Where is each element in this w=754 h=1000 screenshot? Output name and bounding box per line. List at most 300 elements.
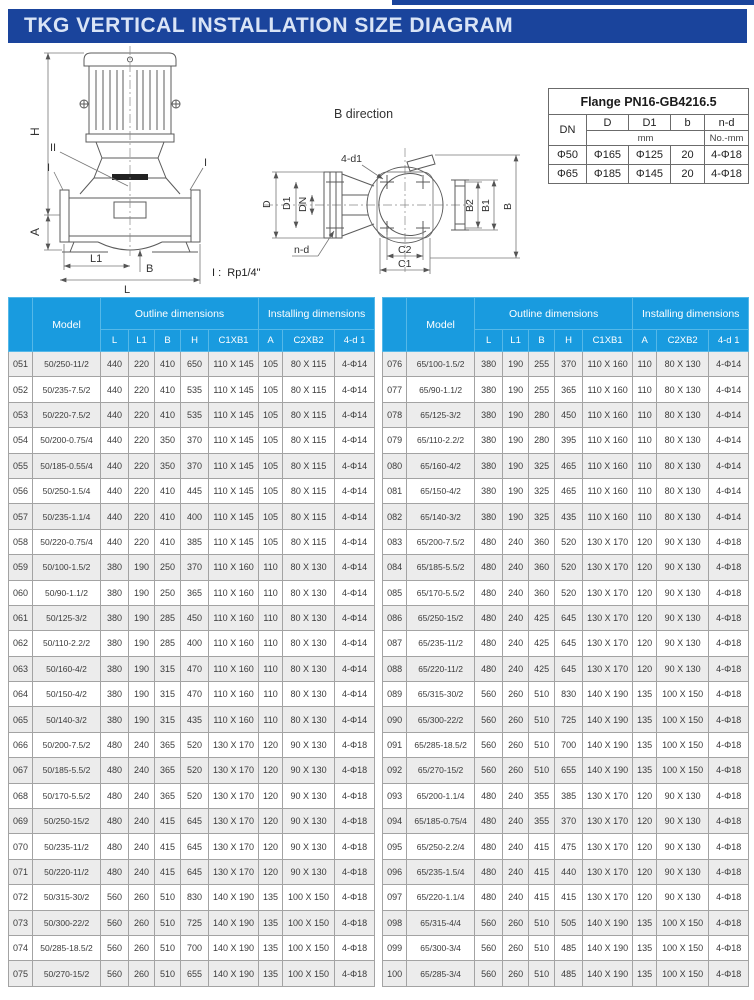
value-cell: 380 [475, 428, 503, 453]
value-cell: 400 [181, 631, 209, 656]
value-cell: 80 X 130 [283, 555, 335, 580]
flange-col-d1: D1 [629, 115, 671, 131]
port-label-i-left: I [47, 162, 51, 174]
value-cell: 4-Φ18 [709, 834, 749, 859]
row-no-cell: 089 [383, 682, 407, 707]
flange-spec-table [548, 88, 749, 184]
value-cell: 520 [181, 783, 209, 808]
left-table-body [9, 352, 375, 987]
value-cell: 120 [633, 631, 657, 656]
value-cell: 4-Φ18 [335, 834, 375, 859]
value-cell: 560 [101, 935, 129, 960]
table-row [383, 758, 749, 783]
value-cell: 370 [181, 555, 209, 580]
model-cell: 50/200-7.5/2 [33, 732, 101, 757]
value-cell: 360 [529, 555, 555, 580]
row-no-cell: 088 [383, 656, 407, 681]
col-a: A [633, 330, 657, 352]
value-cell: 645 [181, 834, 209, 859]
value-cell: 425 [529, 631, 555, 656]
value-cell: 440 [101, 478, 129, 503]
value-cell: 140 X 190 [209, 961, 259, 986]
value-cell: 315 [155, 682, 181, 707]
value-cell: 130 X 170 [583, 631, 633, 656]
value-cell: 4-Φ14 [335, 529, 375, 554]
value-cell: 4-Φ18 [709, 758, 749, 783]
table-row [9, 529, 375, 554]
table-row [383, 580, 749, 605]
model-cell: 50/220-7.5/2 [33, 402, 101, 427]
model-cell: 65/200-1.1/4 [407, 783, 475, 808]
value-cell: 110 X 145 [209, 504, 259, 529]
row-no-cell: 098 [383, 910, 407, 935]
value-cell: 410 [155, 377, 181, 402]
model-cell: 50/90-1.1/2 [33, 580, 101, 605]
value-cell: 90 X 130 [283, 732, 335, 757]
value-cell: 80 X 115 [283, 428, 335, 453]
table-row [9, 758, 375, 783]
table-row [9, 631, 375, 656]
value-cell: 110 X 145 [209, 428, 259, 453]
col-4d1: 4-d 1 [709, 330, 749, 352]
value-cell: 380 [101, 656, 129, 681]
value-cell: 380 [101, 580, 129, 605]
value-cell: 240 [503, 605, 529, 630]
value-cell: 410 [155, 478, 181, 503]
value-cell: 105 [259, 529, 283, 554]
value-cell: 4-Φ14 [709, 504, 749, 529]
value-cell: 110 [259, 682, 283, 707]
table-row [9, 809, 375, 834]
value-cell: 4-Φ14 [709, 352, 749, 377]
value-cell: 280 [529, 402, 555, 427]
value-cell: 130 X 170 [583, 605, 633, 630]
value-cell: 4-Φ18 [335, 935, 375, 960]
value-cell: 4-Φ14 [709, 428, 749, 453]
value-cell: 190 [129, 682, 155, 707]
value-cell: 480 [475, 555, 503, 580]
value-cell: 240 [129, 758, 155, 783]
model-cell: 50/200-0.75/4 [33, 428, 101, 453]
table-row [383, 428, 749, 453]
table-row [383, 529, 749, 554]
value-cell: 90 X 130 [657, 529, 709, 554]
model-cell: 50/125-3/2 [33, 605, 101, 630]
value-cell: 510 [155, 885, 181, 910]
value-cell: 130 X 170 [583, 809, 633, 834]
dim-label-l1: L1 [90, 253, 103, 265]
table-row [549, 146, 749, 165]
model-cell: 50/170-5.5/2 [33, 783, 101, 808]
value-cell: 90 X 130 [657, 656, 709, 681]
model-cell: 50/235-11/2 [33, 834, 101, 859]
value-cell: 465 [555, 453, 583, 478]
value-cell: 480 [101, 758, 129, 783]
col-l1: L1 [129, 330, 155, 352]
table-row [383, 935, 749, 960]
value-cell: 560 [475, 732, 503, 757]
value-cell: 240 [503, 809, 529, 834]
model-cell: 65/200-7.5/2 [407, 529, 475, 554]
value-cell: 110 X 160 [583, 478, 633, 503]
dim-label-b1: B1 [480, 199, 492, 212]
row-no-cell: 076 [383, 352, 407, 377]
value-cell: 80 X 130 [283, 631, 335, 656]
model-cell: 65/270-15/2 [407, 758, 475, 783]
table-row [9, 707, 375, 732]
value-cell: 650 [181, 352, 209, 377]
value-cell: 415 [529, 834, 555, 859]
value-cell: 4-Φ18 [709, 783, 749, 808]
value-cell: 450 [181, 605, 209, 630]
table-row [9, 478, 375, 503]
row-no-cell: 086 [383, 605, 407, 630]
row-no-cell: 054 [9, 428, 33, 453]
value-cell: 380 [101, 682, 129, 707]
dim-label-c2: C2 [398, 244, 412, 256]
value-cell: 130 X 170 [209, 758, 259, 783]
value-cell: 105 [259, 504, 283, 529]
value-cell: 4-Φ18 [335, 885, 375, 910]
row-no-cell: 094 [383, 809, 407, 834]
value-cell: 110 X 160 [209, 682, 259, 707]
table-row [383, 834, 749, 859]
table-row [9, 961, 375, 986]
value-cell: 285 [155, 631, 181, 656]
value-cell: 100 X 150 [657, 910, 709, 935]
value-cell: 415 [155, 809, 181, 834]
model-cell: 50/220-11/2 [33, 859, 101, 884]
value-cell: 110 X 160 [209, 555, 259, 580]
value-cell: 410 [155, 352, 181, 377]
model-cell: 65/315-30/2 [407, 682, 475, 707]
value-cell: 90 X 130 [657, 783, 709, 808]
table-row [383, 783, 749, 808]
value-cell: 120 [633, 555, 657, 580]
row-no-cell: 082 [383, 504, 407, 529]
value-cell: 255 [529, 377, 555, 402]
table-row [383, 707, 749, 732]
value-cell: 4-Φ14 [335, 377, 375, 402]
value-cell: 4-Φ18 [709, 961, 749, 986]
value-cell: 120 [259, 783, 283, 808]
model-cell: 65/90-1.1/2 [407, 377, 475, 402]
model-cell: 65/140-3/2 [407, 504, 475, 529]
value-cell: 190 [503, 504, 529, 529]
value-cell: 325 [529, 504, 555, 529]
value-cell: 4-Φ18 [709, 631, 749, 656]
value-cell: 395 [555, 428, 583, 453]
value-cell: 80 X 130 [657, 504, 709, 529]
value-cell: 110 X 160 [209, 656, 259, 681]
value-cell: 415 [155, 834, 181, 859]
value-cell: 380 [475, 478, 503, 503]
value-cell: 135 [259, 935, 283, 960]
value-cell: 100 X 150 [283, 910, 335, 935]
nd-note-label: n-d [294, 244, 310, 256]
row-no-cell: 053 [9, 402, 33, 427]
value-cell: 110 [259, 707, 283, 732]
value-cell: 130 X 170 [583, 529, 633, 554]
value-cell: 325 [529, 453, 555, 478]
row-no-cell: 084 [383, 555, 407, 580]
value-cell: 110 X 160 [209, 580, 259, 605]
model-cell: 65/185-5.5/2 [407, 555, 475, 580]
value-cell: 470 [181, 682, 209, 707]
row-no-cell: 063 [9, 656, 33, 681]
model-cell: 65/150-4/2 [407, 478, 475, 503]
value-cell: 120 [633, 529, 657, 554]
value-cell: 80 X 130 [283, 605, 335, 630]
table-row [9, 580, 375, 605]
value-cell: 90 X 130 [283, 783, 335, 808]
value-cell: 510 [529, 732, 555, 757]
row-no-cell: 052 [9, 377, 33, 402]
value-cell: 4-Φ18 [709, 859, 749, 884]
value-cell: 140 X 190 [583, 910, 633, 935]
value-cell: 120 [633, 605, 657, 630]
value-cell: 90 X 130 [283, 758, 335, 783]
value-cell: 4-Φ14 [709, 453, 749, 478]
row-no-cell: Φ65 [549, 165, 587, 184]
value-cell: 560 [101, 885, 129, 910]
model-cell: 65/100-1.5/2 [407, 352, 475, 377]
col-c2xb2: C2XB2 [283, 330, 335, 352]
value-cell: 520 [181, 758, 209, 783]
value-cell: 4-Φ14 [335, 428, 375, 453]
value-cell: 260 [129, 935, 155, 960]
value-cell: 380 [475, 377, 503, 402]
value-cell: 80 X 115 [283, 504, 335, 529]
value-cell: 380 [475, 453, 503, 478]
row-no-cell: 092 [383, 758, 407, 783]
table-row [383, 352, 749, 377]
col-l1: L1 [503, 330, 529, 352]
value-cell: 535 [181, 377, 209, 402]
row-no-cell: 096 [383, 859, 407, 884]
value-cell: 510 [155, 935, 181, 960]
model-cell: 65/220-1.1/4 [407, 885, 475, 910]
value-cell: 410 [155, 402, 181, 427]
value-cell: 4-Φ14 [335, 555, 375, 580]
flange-col-nd: n-d [705, 115, 749, 131]
value-cell: 80 X 130 [283, 707, 335, 732]
model-cell: 50/150-4/2 [33, 682, 101, 707]
value-cell: 240 [503, 859, 529, 884]
value-cell: 440 [101, 402, 129, 427]
row-no-cell: 099 [383, 935, 407, 960]
value-cell: 435 [181, 707, 209, 732]
value-cell: 110 [633, 453, 657, 478]
value-cell: 4-Φ14 [335, 631, 375, 656]
value-cell: 140 X 190 [583, 935, 633, 960]
row-no-cell: 085 [383, 580, 407, 605]
value-cell: 220 [129, 529, 155, 554]
value-cell: 365 [181, 580, 209, 605]
col-h: H [555, 330, 583, 352]
value-cell: 80 X 130 [657, 352, 709, 377]
value-cell: 4-Φ14 [335, 605, 375, 630]
flange-col-dn: DN [549, 115, 587, 146]
model-cell: 50/160-4/2 [33, 656, 101, 681]
value-cell: 655 [555, 758, 583, 783]
value-cell: 360 [529, 529, 555, 554]
value-cell: 480 [101, 834, 129, 859]
value-cell: 130 X 170 [209, 783, 259, 808]
value-cell: 240 [503, 555, 529, 580]
value-cell: 20 [671, 146, 705, 165]
value-cell: 140 X 190 [583, 961, 633, 986]
value-cell: 4-Φ18 [709, 885, 749, 910]
value-cell: 315 [155, 707, 181, 732]
value-cell: 140 X 190 [209, 885, 259, 910]
value-cell: 140 X 190 [209, 910, 259, 935]
value-cell: 510 [529, 910, 555, 935]
col-c1xb1: C1XB1 [209, 330, 259, 352]
value-cell: 135 [633, 935, 657, 960]
value-cell: 110 [259, 631, 283, 656]
value-cell: 110 [633, 352, 657, 377]
value-cell: 105 [259, 352, 283, 377]
value-cell: 110 X 160 [583, 504, 633, 529]
value-cell: 380 [475, 352, 503, 377]
model-cell: 50/110-2.2/2 [33, 631, 101, 656]
value-cell: 280 [529, 428, 555, 453]
value-cell: 410 [155, 504, 181, 529]
value-cell: 240 [503, 631, 529, 656]
value-cell: 130 X 170 [583, 555, 633, 580]
value-cell: 110 X 145 [209, 453, 259, 478]
value-cell: 190 [129, 707, 155, 732]
model-cell: 50/235-7.5/2 [33, 377, 101, 402]
value-cell: 380 [475, 402, 503, 427]
value-cell: 120 [633, 885, 657, 910]
port-label-ii-left: II [50, 142, 57, 154]
value-cell: 370 [555, 352, 583, 377]
value-cell: 260 [503, 682, 529, 707]
value-cell: 285 [155, 605, 181, 630]
table-row [383, 377, 749, 402]
value-cell: 80 X 115 [283, 478, 335, 503]
row-no-cell: 069 [9, 809, 33, 834]
value-cell: 4-Φ14 [709, 478, 749, 503]
dim-label-dn: DN [297, 196, 309, 212]
table-row [9, 732, 375, 757]
row-no-cell: 080 [383, 453, 407, 478]
row-no-cell: 058 [9, 529, 33, 554]
value-cell: 4-Φ18 [705, 146, 749, 165]
row-no-cell: 056 [9, 478, 33, 503]
value-cell: 80 X 130 [657, 402, 709, 427]
model-cell: 65/315-4/4 [407, 910, 475, 935]
model-cell: 50/285-18.5/2 [33, 935, 101, 960]
value-cell: 355 [529, 809, 555, 834]
value-cell: 135 [259, 961, 283, 986]
value-cell: 90 X 130 [657, 809, 709, 834]
value-cell: 830 [181, 885, 209, 910]
value-cell: 80 X 130 [283, 682, 335, 707]
value-cell: 130 X 170 [209, 859, 259, 884]
value-cell: 100 X 150 [657, 682, 709, 707]
value-cell: 190 [503, 377, 529, 402]
value-cell: 480 [475, 783, 503, 808]
value-cell: 520 [555, 580, 583, 605]
model-cell: 50/140-3/2 [33, 707, 101, 732]
row-no-cell: 097 [383, 885, 407, 910]
value-cell: 725 [181, 910, 209, 935]
value-cell: 90 X 130 [657, 834, 709, 859]
table-row [9, 885, 375, 910]
b-direction-view-drawing [256, 98, 548, 294]
model-cell: 65/235-11/2 [407, 631, 475, 656]
value-cell: 380 [101, 707, 129, 732]
col-h: H [181, 330, 209, 352]
value-cell: 4-Φ18 [335, 783, 375, 808]
value-cell: 4-Φ18 [709, 682, 749, 707]
row-no-cell: 074 [9, 935, 33, 960]
value-cell: 645 [181, 809, 209, 834]
value-cell: 560 [475, 758, 503, 783]
model-cell: 50/220-0.75/4 [33, 529, 101, 554]
value-cell: 130 X 170 [583, 885, 633, 910]
model-cell: 50/185-0.55/4 [33, 453, 101, 478]
row-no-cell: 055 [9, 453, 33, 478]
table-row [383, 605, 749, 630]
dim-label-h: H [28, 127, 42, 136]
value-cell: 110 [259, 580, 283, 605]
value-cell: 240 [503, 529, 529, 554]
model-cell: 50/270-15/2 [33, 961, 101, 986]
value-cell: 560 [475, 961, 503, 986]
value-cell: 510 [529, 961, 555, 986]
value-cell: 130 X 170 [583, 834, 633, 859]
value-cell: 4-Φ18 [335, 910, 375, 935]
value-cell: 560 [475, 910, 503, 935]
value-cell: 105 [259, 478, 283, 503]
value-cell: 250 [155, 580, 181, 605]
value-cell: 415 [529, 859, 555, 884]
value-cell: 105 [259, 402, 283, 427]
value-cell: 90 X 130 [283, 809, 335, 834]
value-cell: 480 [475, 605, 503, 630]
value-cell: 110 X 160 [583, 402, 633, 427]
value-cell: 645 [555, 605, 583, 630]
value-cell: 480 [101, 859, 129, 884]
value-cell: 380 [101, 605, 129, 630]
row-no-cell: 083 [383, 529, 407, 554]
value-cell: 80 X 130 [283, 580, 335, 605]
value-cell: 80 X 115 [283, 377, 335, 402]
model-cell: 65/250-15/2 [407, 605, 475, 630]
dim-label-d: D [261, 200, 273, 208]
flange-unit-mm: mm [587, 131, 705, 146]
col-b: B [529, 330, 555, 352]
value-cell: 480 [101, 732, 129, 757]
value-cell: 380 [101, 555, 129, 580]
value-cell: 415 [155, 859, 181, 884]
model-cell: 65/235-1.5/4 [407, 859, 475, 884]
value-cell: 130 X 170 [209, 809, 259, 834]
value-cell: 560 [101, 961, 129, 986]
value-cell: 135 [633, 961, 657, 986]
page-title: TKG VERTICAL INSTALLATION SIZE DIAGRAM [8, 9, 747, 43]
value-cell: 90 X 130 [657, 605, 709, 630]
value-cell: 120 [259, 732, 283, 757]
value-cell: 80 X 130 [657, 478, 709, 503]
value-cell: Φ125 [629, 146, 671, 165]
value-cell: 365 [555, 377, 583, 402]
table-row [383, 910, 749, 935]
